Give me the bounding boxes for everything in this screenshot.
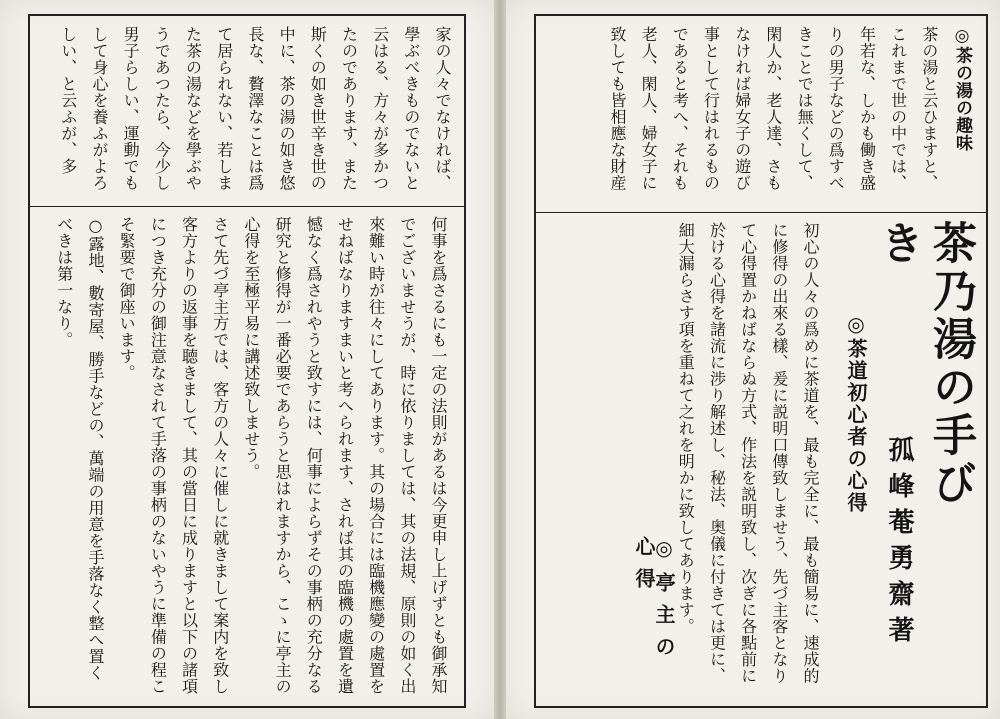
right-page-divider: [536, 212, 986, 213]
left-bottom-paragraph-1: 何事を爲さるにも一定の法則があるは今更申し上げずとも御承知でございませうが、時に依りましては、其の法規、原則の如く出來難い時が往々にしてあります。其の場合には臨機應變の處置をせねばなりますまいと考へられます、されば其の臨機の處置を遺憾なく爲されやうと致すには、何事によらずその事柄の充分なる研究と修得が一番必要であらうと思はれますから、こゝに亭主の心得を至極平易に講述致しませう。: [241, 216, 448, 695]
left-bottom-paragraph-3: ○露地、數寄屋、勝手などの、萬端の用意を手落なく整へ置くべきは第一なり。: [54, 216, 105, 681]
beginner-paragraph: 初心の人々の爲めに茶道を、最も完全に、最も簡易に、速成的に修得の出來る樣、爰に説明口傳致しませう、先づ主客となりて心得置かねばならぬ方式、作法を説明致し、次ぎに各點前に於ける心得を諸流に渉り解述し、秘法、奥儀に付きては更に、細大漏らさす項を重ねて之れを明かに致してあります。: [676, 222, 820, 684]
right-top-paragraph: 茶の湯と云ひますと、これまで世の中では、年若な、しかも働き盛りの男子などの爲すべきことでは無くして、閑人か、老人達、さもなければ婦女子の遊び事として行はれるものであると考へ、それも老人、閑人、婦女子に致しても皆相應な財産: [607, 26, 939, 191]
left-page: [0, 0, 494, 719]
left-bottom-paragraph-2: さて先づ亭主方では、客方の人々に催しに就きまして案内を致し客方よりの返事を聴きまして、其の當日に成りますと以下の諸項につき充分の御注意なされて手落の事柄のないやうに準備の程こそ緊要で御座います。: [117, 216, 230, 695]
left-bottom-section: [39, 216, 454, 696]
book-title: 茶乃湯の手びき: [872, 220, 976, 508]
right-top-section: [548, 26, 978, 204]
beginner-heading: ◎茶道初心者の心得: [844, 312, 868, 514]
book-gutter: [494, 0, 506, 719]
author-name: 孤峰菴勇齋著: [884, 436, 914, 652]
right-page-frame: [534, 14, 988, 708]
host-heading: ◎亭主の心得: [632, 536, 676, 668]
beginner-body: [566, 222, 826, 692]
right-page: [506, 0, 1000, 719]
left-top-section: [38, 26, 458, 196]
left-page-divider: [30, 206, 464, 207]
tea-hobby-heading: ◎茶の湯の趣味: [952, 26, 972, 152]
left-page-frame: [28, 14, 466, 708]
left-top-paragraph: 家の人々でなければ、學ぶべきものでないと云はる、方々が多かつたのであります、また斯くの如き世辛き世の中に、茶の湯の如き悠長な、贅澤なことは爲て居られない、若しまた茶の湯などを學ぶやうであつたら、今少し男子らしい、運動でもして身心を養ふがよろしい、と云ふが、多: [58, 26, 452, 191]
